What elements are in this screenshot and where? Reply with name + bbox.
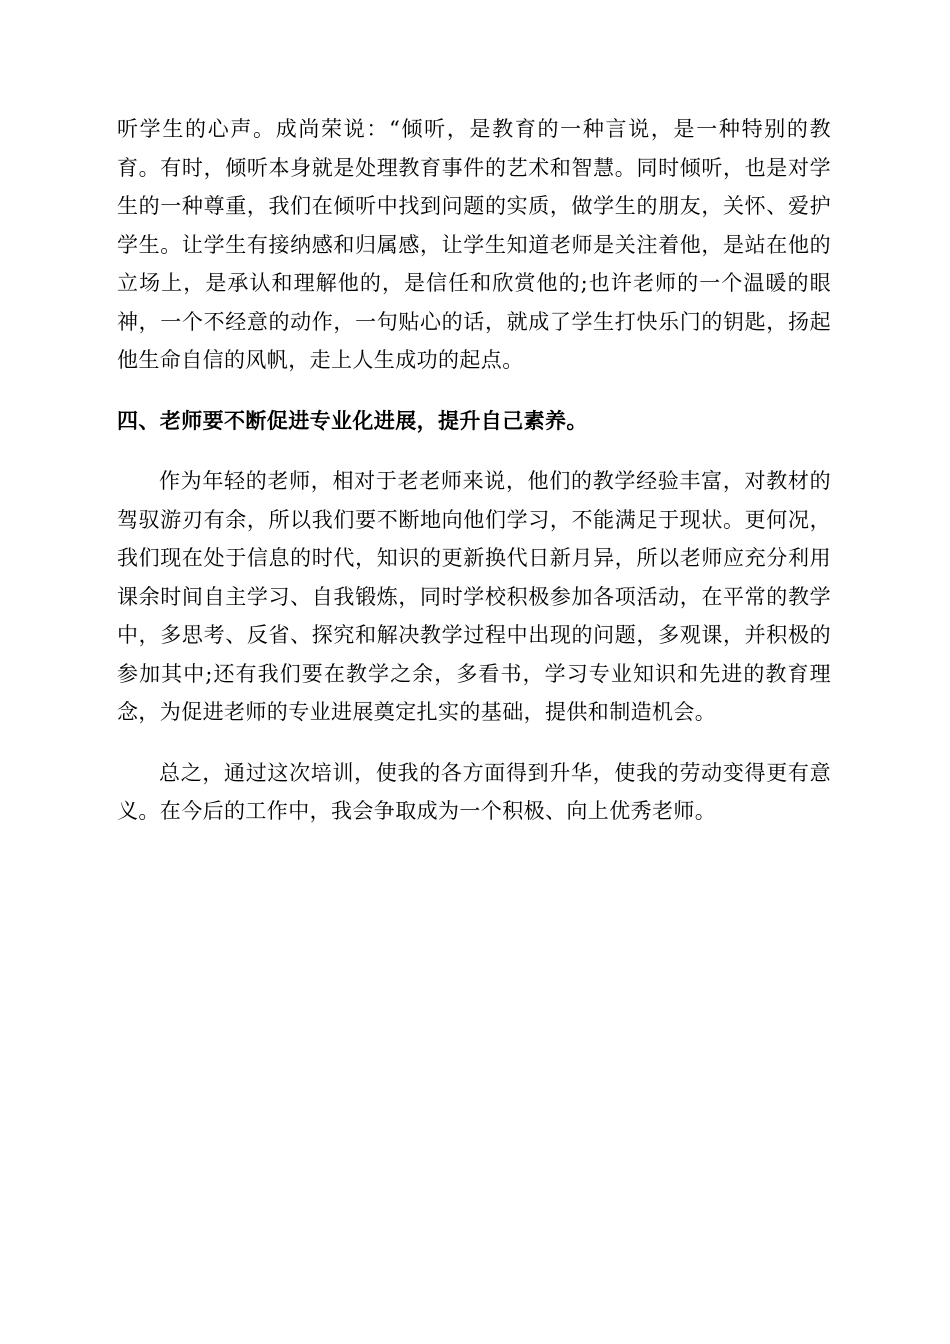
paragraph-listening: 听学生的心声。成尚荣说：“倾听，是教育的一种言说，是一种特别的教育。有时，倾听本身就是处理教育事件的艺术和智慧。同时倾听，也是对学生的一种尊重，我们在倾听中找到问题的实质，做学生的朋友，关怀、爱护学生。让学生有接纳感和归属感，让学生知道老师是关注着他，是站在他的立场上，是承认和理解他的，是信任和欣赏他的;也许老师的一个温暖的眼神，一个不经意的动作，一句贴心的话，就成了学生打快乐门的钥匙，扬起他生命自信的风帆，走上人生成功的起点。 <box>117 117 831 372</box>
paragraph-young-teachers: 作为年轻的老师，相对于老老师来说，他们的教学经验丰富，对教材的驾驭游刃有余，所以我们要不断地向他们学习，不能满足于现状。更何况，我们现在处于信息的时代，知识的更新换代日新月异，所以老师应充分利用课余时间自主学习、自我锻炼，同时学校积极参加各项活动，在平常的教学中，多思考、反省、探究和解决教学过程中出现的问题，多观课，并积极的参加其中;还有我们要在教学之余，多看书，学习专业知识和先进的教育理念，为促进老师的专业进展奠定扎实的基础，提供和制造机会。 <box>117 469 831 724</box>
document-page <box>117 110 831 831</box>
paragraph-conclusion: 总之，通过这次培训，使我的各方面得到升华，使我的劳动变得更有意义。在今后的工作中，我会争取成为一个积极、向上优秀老师。 <box>117 760 831 823</box>
section-heading-professional-development: 四、老师要不断促进专业化进展，提升自己素养。 <box>117 408 588 433</box>
